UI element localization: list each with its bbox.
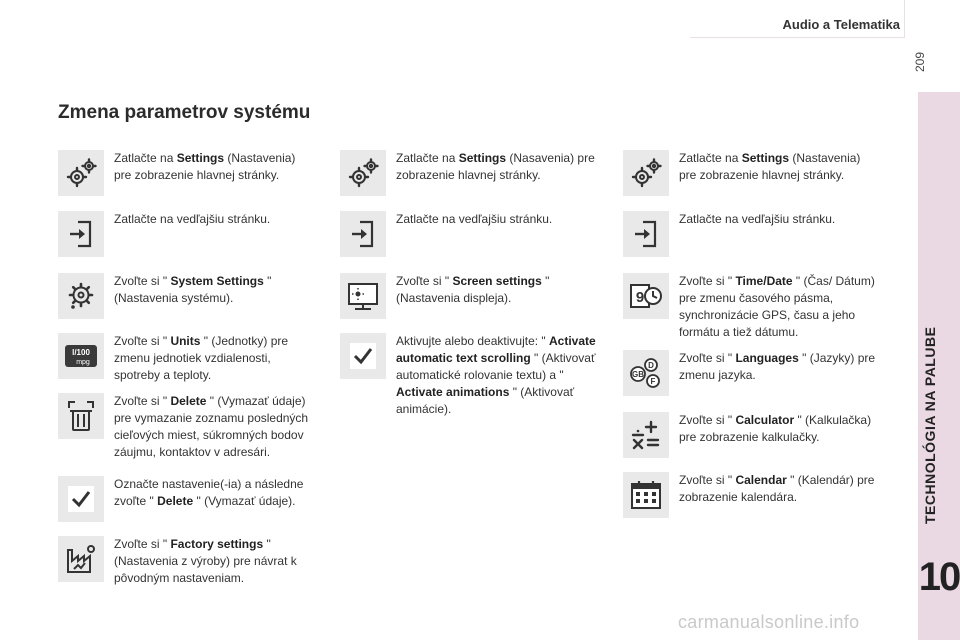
settings-gear-icon [340,150,386,196]
instruction-keyword: Settings [458,151,507,165]
instruction-text [679,472,879,506]
instruction-segment: " (Jazyky) pre zmenu jazyka. [679,351,876,382]
instruction-keyword: Calculator [735,413,795,427]
instruction-segment: Aktivujte alebo deaktivujte: " [396,334,550,348]
instruction-segment: Zvoľte si " [114,537,171,551]
instruction-text [114,211,314,228]
instruction-keyword: Factory settings [170,537,264,551]
instruction-keyword: Delete [170,394,207,408]
header-divider-vertical [904,0,905,38]
instruction-segment: Zvoľte si " [114,274,171,288]
instruction-segment: " (Aktivovať animácie). [396,385,575,416]
svg-text:GB: GB [632,370,644,379]
instruction-segment: Zvoľte si " [679,473,736,487]
instruction-segment: Zvoľte si " [679,274,736,288]
instruction-text [679,150,879,184]
next-page-icon [623,211,669,257]
instruction-text [396,150,596,184]
instruction-segment: " (Jednotky) pre zmenu jednotiek vzdialenosti, spotreby a teploty. [114,334,289,382]
next-page-icon [340,211,386,257]
instruction-segment: " (Vymazať údaje). [193,494,296,508]
settings-gear-icon [58,150,104,196]
system-settings-icon [58,273,104,319]
instruction-keyword: Activate automatic text scrolling [396,334,596,365]
instruction-segment: " (Vymazať údaje) pre vymazanie zoznamu posledných cieľových miest, súkromných bodov záujmu, kontaktov v adresári. [114,394,309,459]
instruction-segment: Zvoľte si " [396,274,453,288]
instruction-text [396,273,596,307]
instruction-segment: Zatlačte na [114,151,177,165]
instruction-text [679,350,879,384]
instruction-segment: (Nasavenia) pre zobrazenie hlavnej stránky. [396,151,595,182]
header-divider [690,37,905,38]
instruction-keyword: Languages [735,351,799,365]
calendar-icon [623,472,669,518]
instruction-segment: (Nastavenia) pre zobrazenie hlavnej stránky. [679,151,861,182]
instruction-text [114,150,314,184]
instruction-keyword: Settings [176,151,225,165]
instruction-segment: " (Nastavenia z výroby) pre návrat k pôvodným nastaveniam. [114,537,297,585]
instruction-segment: " (Kalkulačka) pre zobrazenie kalkulačky. [679,413,872,444]
instruction-segment: Zvoľte si " [114,394,171,408]
svg-text:9: 9 [635,289,645,306]
checkbox-icon [58,476,104,522]
instruction-keyword: System Settings [170,274,264,288]
instruction-text [396,211,596,228]
svg-text:l/100: l/100 [72,348,90,357]
calculator-icon [623,412,669,458]
instruction-keyword: Units [170,334,201,348]
instruction-keyword: Screen settings [452,274,542,288]
instruction-keyword: Calendar [735,473,787,487]
watermark: carmanualsonline.info [678,612,860,632]
instruction-keyword: Settings [741,151,790,165]
header-title: Audio a Telematika [782,17,900,32]
svg-text:D: D [648,361,654,370]
instruction-segment: Označte nastavenie(-ia) a následne zvoľte " [114,477,304,508]
instruction-text [679,273,879,341]
languages-icon [623,350,669,396]
instruction-segment: Zatlačte na vedľajšiu stránku. [396,212,553,226]
settings-gear-icon [623,150,669,196]
next-page-icon [58,211,104,257]
time-date-icon [623,273,669,319]
instruction-text [114,393,314,461]
instruction-text [396,333,596,418]
instruction-segment: " (Nastavenia displeja). [396,274,550,305]
instruction-segment: Zvoľte si " [114,334,171,348]
chapter-number: 10 [918,555,960,599]
svg-text:F: F [650,377,656,386]
instruction-text [114,333,314,384]
screen-settings-icon [340,273,386,319]
factory-settings-icon [58,536,104,582]
instruction-text [114,476,314,510]
instruction-segment: " (Nastavenia systému). [114,274,272,305]
instruction-segment: Zatlačte na [679,151,742,165]
instruction-segment: " (Čas/ Dátum) pre zmenu časového pásma, synchronizácie GPS, času a jeho formátu a tiež dátumu. [679,274,875,339]
instruction-segment: " (Aktivovať automatické rolovanie textu) a " [396,351,596,382]
instruction-segment: Zvoľte si " [679,413,736,427]
instruction-segment: Zatlačte na vedľajšiu stránku. [114,212,271,226]
instruction-text [114,536,314,587]
page-number: 209 [913,51,927,73]
chapter-side-label: TECHNOLÓGIA NA PALUBE [922,326,938,524]
delete-trash-icon [58,393,104,439]
instruction-segment: (Nastavenia) pre zobrazenie hlavnej stránky. [114,151,296,182]
instruction-text [679,412,879,446]
instruction-text [114,273,314,307]
svg-text:mpg: mpg [76,359,90,366]
instruction-segment: Zatlačte na [396,151,459,165]
instruction-keyword: Time/Date [735,274,793,288]
units-icon [58,333,104,379]
checkbox-icon [340,333,386,379]
instruction-text [679,211,879,228]
instruction-segment: Zatlačte na vedľajšiu stránku. [679,212,836,226]
instruction-segment: " (Kalendár) pre zobrazenie kalendára. [679,473,875,504]
instruction-keyword: Activate animations [396,385,510,399]
instruction-keyword: Delete [157,494,194,508]
instruction-segment: Zvoľte si " [679,351,736,365]
section-title: Zmena parametrov systému [58,102,311,123]
